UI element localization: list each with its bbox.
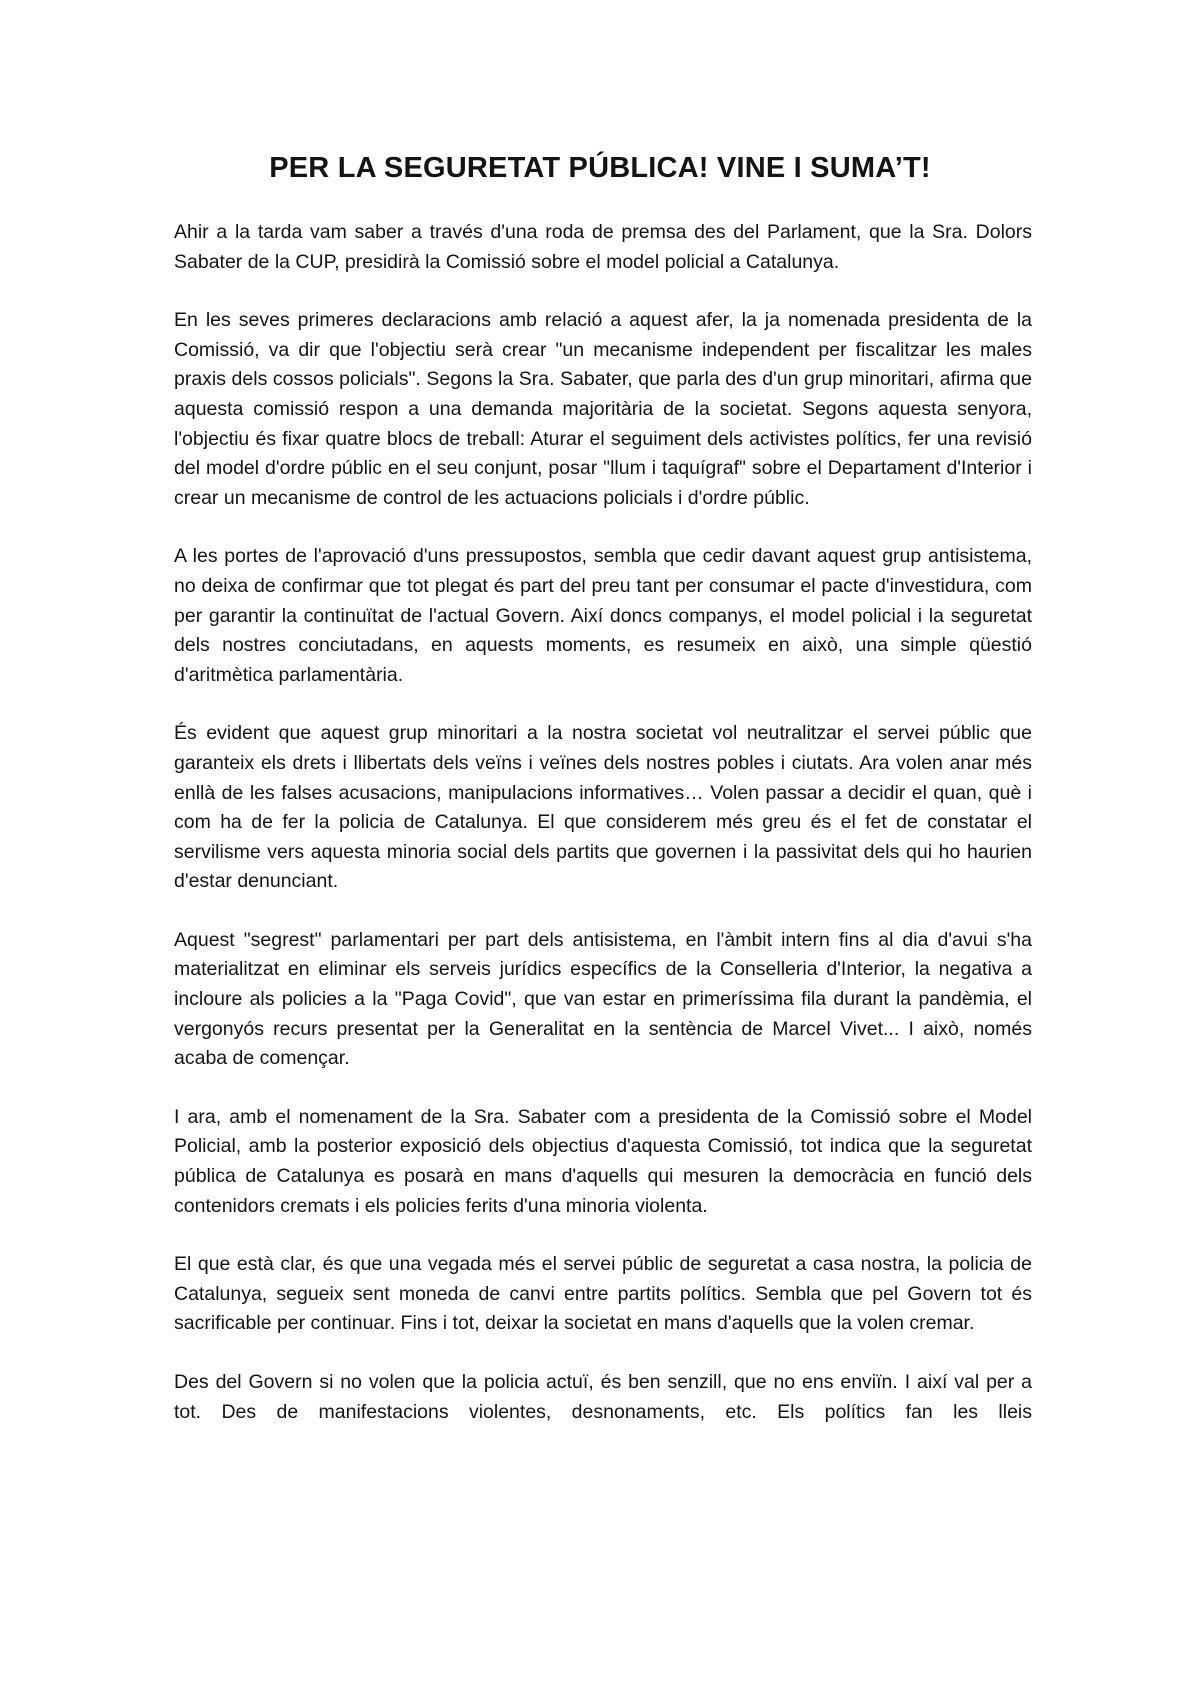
paragraph-5: Aquest "segrest" parlamentari per part dels antisistema, en l'àmbit intern fins al dia d'avui s'ha materialitzat en eliminar els serveis jurídics específics de la Conselleria d'Interior, la negativa a incloure als policies a la "Paga Covid", que van estar en primeríssima fila durant la pandèmia, el vergonyós recurs presentat per la Generalitat en la sentència de Marcel Vivet... I això, només acaba de començar.: [174, 928, 1032, 1070]
paragraph-2: En les seves primeres declaracions amb relació a aquest afer, la ja nomenada presidenta de la Comissió, va dir que l'objectiu serà crear "un mecanisme independent per fiscalitzar les males praxis dels cossos policials". Segons la Sra. Sabater, que parla des d'un grup minoritari, afirma que aquesta comissió respon a una demanda majoritària de la societat. Segons aquesta senyora, l'objectiu és fixar quatre blocs de treball: Aturar el seguiment dels activistes polítics, fer una revisió del model d'ordre públic en el seu conjunt, posar "llum i taquígraf" sobre el Departament d'Interior i crear un mecanisme de control de les actuacions policials i d'ordre públic.: [174, 309, 1032, 509]
paragraph-3: A les portes de l'aprovació d'uns pressupostos, sembla que cedir davant aquest grup antisistema, no deixa de confirmar que tot plegat és part del preu tant per consumar el pacte d'investidura, com per garantir la continuïtat de l'actual Govern. Així doncs companys, el model policial i la seguretat dels nostres conciutadans, en aquests moments, es resumeix en això, una simple qüestió d'aritmètica parlamentària.: [174, 545, 1032, 686]
paragraph-7: El que està clar, és que una vegada més el servei públic de seguretat a casa nostra, la policia de Catalunya, segueix sent moneda de canvi entre partits polítics. Sembla que pel Govern tot és sacrificable per continuar. Fins i tot, deixar la societat en mans d'aquells que la volen cremar.: [174, 1253, 1032, 1335]
document-title: PER LA SEGURETAT PÚBLICA! VINE I SUMA’T!: [269, 152, 931, 184]
paragraph-4: És evident que aquest grup minoritari a la nostra societat vol neutralitzar el servei públic que garanteix els drets i llibertats dels veïns i veïnes dels nostres pobles i ciutats. Ara volen anar més enllà de les falses acusacions, manipulacions informatives… Volen passar a decidir el quan, què i com ha de fer la policia de Catalunya. El que considerem més greu és el fet de constatar el servilisme vers aquesta minoria social dels partits que governen i la passivitat dels qui ho haurien d'estar denunciant.: [174, 722, 1032, 893]
paragraph-8: Des del Govern si no volen que la policia actuï, és ben senzill, que no ens enviïn. I així val per a tot. Des de manifestacions violentes, desnonaments, etc. Els polítics fan les lleis: [174, 1371, 1032, 1423]
document-body: [174, 218, 1032, 1427]
paragraph-1: Ahir a la tarda vam saber a través d'una roda de premsa des del Parlament, que la Sra. Dolors Sabater de la CUP, presidirà la Comissió sobre el model policial a Catalunya.: [174, 221, 1032, 273]
paragraph-6: I ara, amb el nomenament de la Sra. Sabater com a presidenta de la Comissió sobre el Model Policial, amb la posterior exposició dels objectius d'aquesta Comissió, tot indica que la seguretat pública de Catalunya es posarà en mans d'aquells qui mesuren la democràcia en funció dels contenidors cremats i els policies ferits d'una minoria violenta.: [174, 1105, 1032, 1217]
